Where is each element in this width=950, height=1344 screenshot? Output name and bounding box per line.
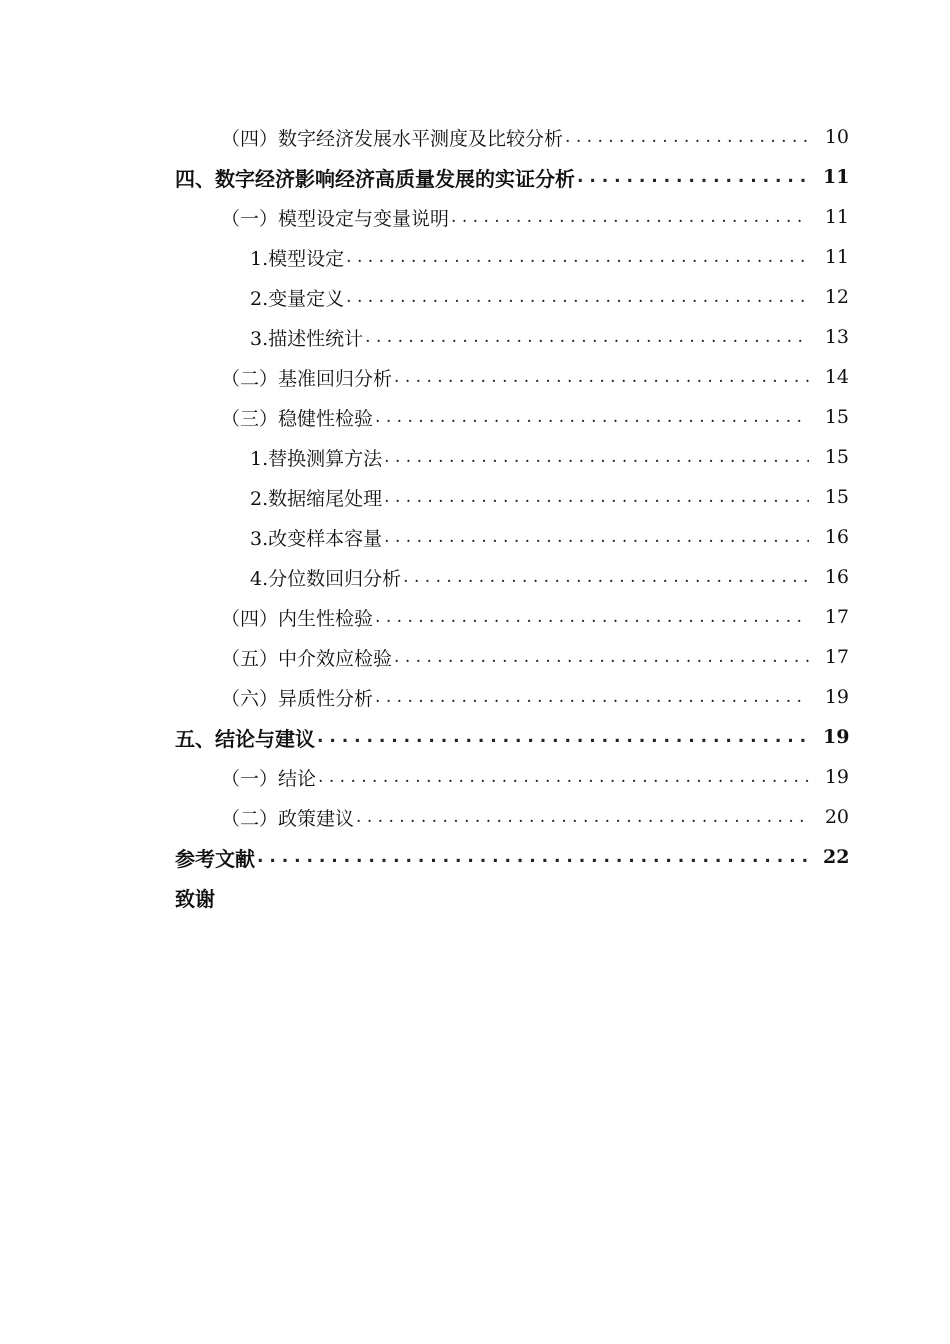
toc-dot-leader <box>257 847 809 867</box>
toc-dot-leader <box>318 767 809 787</box>
toc-dot-leader <box>577 167 809 187</box>
toc-entry-title: 五、结论与建议 <box>175 726 315 751</box>
toc-entry-page: 13 <box>824 326 849 348</box>
toc-entry-page: 20 <box>824 806 849 828</box>
toc-entry-title: 参考文献 <box>175 846 255 871</box>
toc-dot-leader <box>375 607 809 627</box>
toc-entry-page: 16 <box>824 526 849 548</box>
toc-dot-leader <box>565 127 809 147</box>
toc-dot-leader <box>356 807 809 827</box>
toc-entry-page: 16 <box>824 566 849 588</box>
toc-entry-title: （一）模型设定与变量说明 <box>221 207 450 230</box>
toc-entry-page: 17 <box>824 646 849 668</box>
toc-entry-title: （四）数字经济发展水平测度及比较分析 <box>221 127 564 150</box>
toc-entry-page: 15 <box>824 446 849 468</box>
toc-dot-leader <box>375 407 809 427</box>
toc-entry[interactable] <box>0 197 950 237</box>
toc-dot-leader <box>346 247 809 267</box>
toc-entry-page: 15 <box>824 486 849 508</box>
toc-entry-title: 3.改变样本容量 <box>250 527 383 550</box>
toc-entry-title: 致谢 <box>175 886 215 911</box>
toc-entry[interactable] <box>0 397 950 437</box>
toc-entry[interactable] <box>0 877 950 917</box>
table-of-contents <box>0 117 950 917</box>
toc-entry[interactable] <box>0 317 950 357</box>
toc-dot-leader <box>451 207 809 227</box>
toc-dot-leader <box>375 687 809 707</box>
toc-entry-page: 17 <box>824 606 849 628</box>
toc-dot-leader <box>384 527 809 547</box>
toc-entry-title: 1.模型设定 <box>250 247 345 270</box>
toc-entry-title: （四）内生性检验 <box>221 607 374 630</box>
toc-dot-leader <box>384 487 809 507</box>
toc-entry[interactable] <box>0 437 950 477</box>
toc-entry[interactable] <box>0 677 950 717</box>
toc-entry-page: 14 <box>824 366 849 388</box>
toc-entry-page: 19 <box>824 686 849 708</box>
toc-entry-title: （二）政策建议 <box>221 807 355 830</box>
toc-entry[interactable] <box>0 557 950 597</box>
toc-entry-page: 11 <box>824 206 849 228</box>
toc-entry-title: （五）中介效应检验 <box>221 647 393 670</box>
toc-entry-title: （三）稳健性检验 <box>221 407 374 430</box>
toc-entry-page: 22 <box>823 846 850 868</box>
toc-entry[interactable] <box>0 477 950 517</box>
toc-entry-page: 12 <box>824 286 849 308</box>
toc-dot-leader <box>384 447 809 467</box>
toc-entry-title: 2.数据缩尾处理 <box>250 487 383 510</box>
toc-entry-title: （六）异质性分析 <box>221 687 374 710</box>
toc-entry-page: 10 <box>824 126 849 148</box>
toc-dot-leader <box>394 647 809 667</box>
toc-entry-page: 11 <box>824 246 849 268</box>
toc-dot-leader <box>365 327 809 347</box>
toc-dot-leader <box>403 567 809 587</box>
toc-entry-title: （二）基准回归分析 <box>221 367 393 390</box>
toc-entry-page: 15 <box>824 406 849 428</box>
toc-entry[interactable] <box>0 637 950 677</box>
toc-entry[interactable] <box>0 117 950 157</box>
toc-entry[interactable] <box>0 597 950 637</box>
toc-entry-title: （一）结论 <box>221 767 317 790</box>
toc-entry-title: 2.变量定义 <box>250 287 345 310</box>
toc-entry-title: 4.分位数回归分析 <box>250 567 402 590</box>
toc-entry-page: 19 <box>823 726 850 748</box>
toc-entry[interactable] <box>0 157 950 197</box>
toc-dot-leader <box>346 287 809 307</box>
toc-entry-page: 11 <box>823 166 850 188</box>
toc-entry-title: 四、数字经济影响经济高质量发展的实证分析 <box>175 166 575 191</box>
toc-entry[interactable] <box>0 357 950 397</box>
toc-entry[interactable] <box>0 277 950 317</box>
toc-entry[interactable] <box>0 717 950 757</box>
toc-entry-title: 1.替换测算方法 <box>250 447 383 470</box>
toc-entry[interactable] <box>0 757 950 797</box>
toc-entry[interactable] <box>0 237 950 277</box>
toc-dot-leader <box>317 727 809 747</box>
toc-dot-leader <box>394 367 809 387</box>
toc-entry[interactable] <box>0 797 950 837</box>
toc-entry-page: 19 <box>824 766 849 788</box>
toc-entry[interactable] <box>0 837 950 877</box>
toc-entry-title: 3.描述性统计 <box>250 327 364 350</box>
toc-entry[interactable] <box>0 517 950 557</box>
